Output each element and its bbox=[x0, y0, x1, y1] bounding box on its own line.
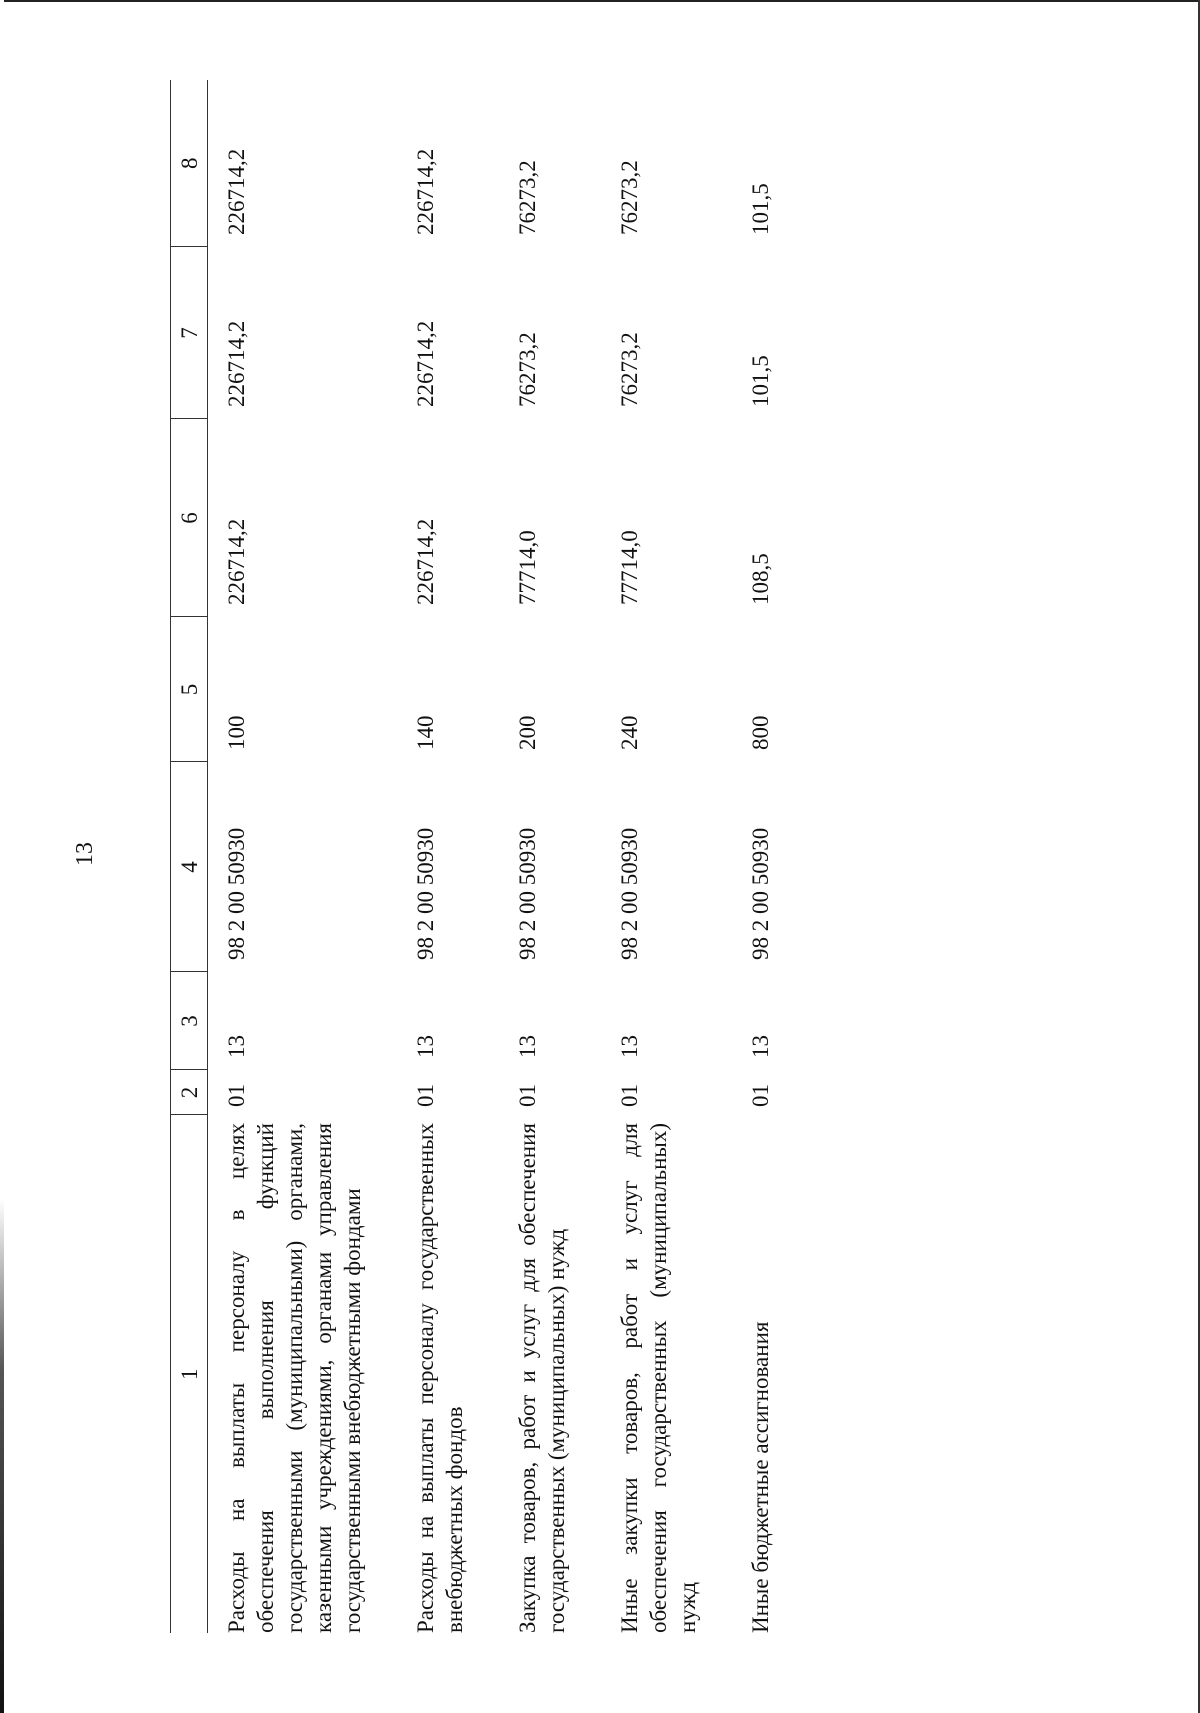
row-expense-type: 140 bbox=[413, 715, 438, 750]
row-value-6: 226714,2 bbox=[413, 518, 438, 605]
row-description: Расходы на выплаты персоналу в целях обеспечения выполнения функций государственными (муниципальными) органами, казенными учреждениями, органами управления государственными внебюджетными фондами bbox=[224, 1123, 365, 1633]
row-value-7: 226714,2 bbox=[224, 320, 249, 407]
row-value-8: 76273,2 bbox=[515, 160, 540, 235]
table-header-row bbox=[171, 80, 208, 1633]
column-header-5: 5 bbox=[171, 617, 208, 762]
row-description: Иные бюджетные ассигнования bbox=[748, 1321, 773, 1633]
row-subsection: 13 bbox=[748, 1035, 773, 1058]
page-number: 13 bbox=[72, 842, 98, 866]
row-expense-type: 100 bbox=[224, 715, 249, 750]
row-description: Закупка товаров, работ и услуг для обеспечения государственных (муниципальных) нужд bbox=[515, 1123, 569, 1633]
row-value-7: 76273,2 bbox=[515, 332, 540, 407]
row-target-code: 98 2 00 50930 bbox=[413, 827, 438, 960]
row-value-8: 226714,2 bbox=[413, 148, 438, 235]
table-row bbox=[732, 80, 775, 1633]
column-header-2: 2 bbox=[171, 1070, 208, 1115]
row-value-7: 76273,2 bbox=[617, 332, 642, 407]
row-description: Иные закупки товаров, работ и услуг для обеспечения государственных (муниципальных) нужд bbox=[617, 1123, 700, 1633]
row-subsection: 13 bbox=[617, 1035, 642, 1058]
row-target-code: 98 2 00 50930 bbox=[748, 827, 773, 960]
row-target-code: 98 2 00 50930 bbox=[617, 827, 642, 960]
table-row bbox=[208, 80, 368, 1633]
row-expense-type: 240 bbox=[617, 715, 642, 750]
row-section: 01 bbox=[748, 1084, 773, 1107]
budget-table bbox=[170, 80, 775, 1633]
column-header-7: 7 bbox=[171, 247, 208, 419]
row-subsection: 13 bbox=[515, 1035, 540, 1058]
row-value-8: 226714,2 bbox=[224, 148, 249, 235]
row-section: 01 bbox=[617, 1084, 642, 1107]
table-row bbox=[397, 80, 469, 1633]
row-section: 01 bbox=[413, 1084, 438, 1107]
row-value-8: 101,5 bbox=[748, 183, 773, 235]
row-target-code: 98 2 00 50930 bbox=[515, 827, 540, 960]
row-value-8: 76273,2 bbox=[617, 160, 642, 235]
row-target-code: 98 2 00 50930 bbox=[224, 827, 249, 960]
column-header-1: 1 bbox=[171, 1115, 208, 1633]
row-description: Расходы на выплаты персоналу государственных внебюджетных фондов bbox=[413, 1123, 467, 1633]
row-section: 01 bbox=[224, 1084, 249, 1107]
column-header-3: 3 bbox=[171, 972, 208, 1070]
table-row bbox=[499, 80, 571, 1633]
row-value-6: 226714,2 bbox=[224, 518, 249, 605]
row-value-6: 108,5 bbox=[748, 553, 773, 605]
table-row bbox=[601, 80, 702, 1633]
row-subsection: 13 bbox=[224, 1035, 249, 1058]
column-header-6: 6 bbox=[171, 419, 208, 617]
row-expense-type: 200 bbox=[515, 715, 540, 750]
row-subsection: 13 bbox=[413, 1035, 438, 1058]
row-value-6: 77714,0 bbox=[515, 530, 540, 605]
column-header-8: 8 bbox=[171, 80, 208, 247]
row-expense-type: 800 bbox=[748, 715, 773, 750]
column-header-4: 4 bbox=[171, 762, 208, 972]
row-section: 01 bbox=[515, 1084, 540, 1107]
row-value-7: 226714,2 bbox=[413, 320, 438, 407]
row-value-6: 77714,0 bbox=[617, 530, 642, 605]
row-value-7: 101,5 bbox=[748, 355, 773, 407]
